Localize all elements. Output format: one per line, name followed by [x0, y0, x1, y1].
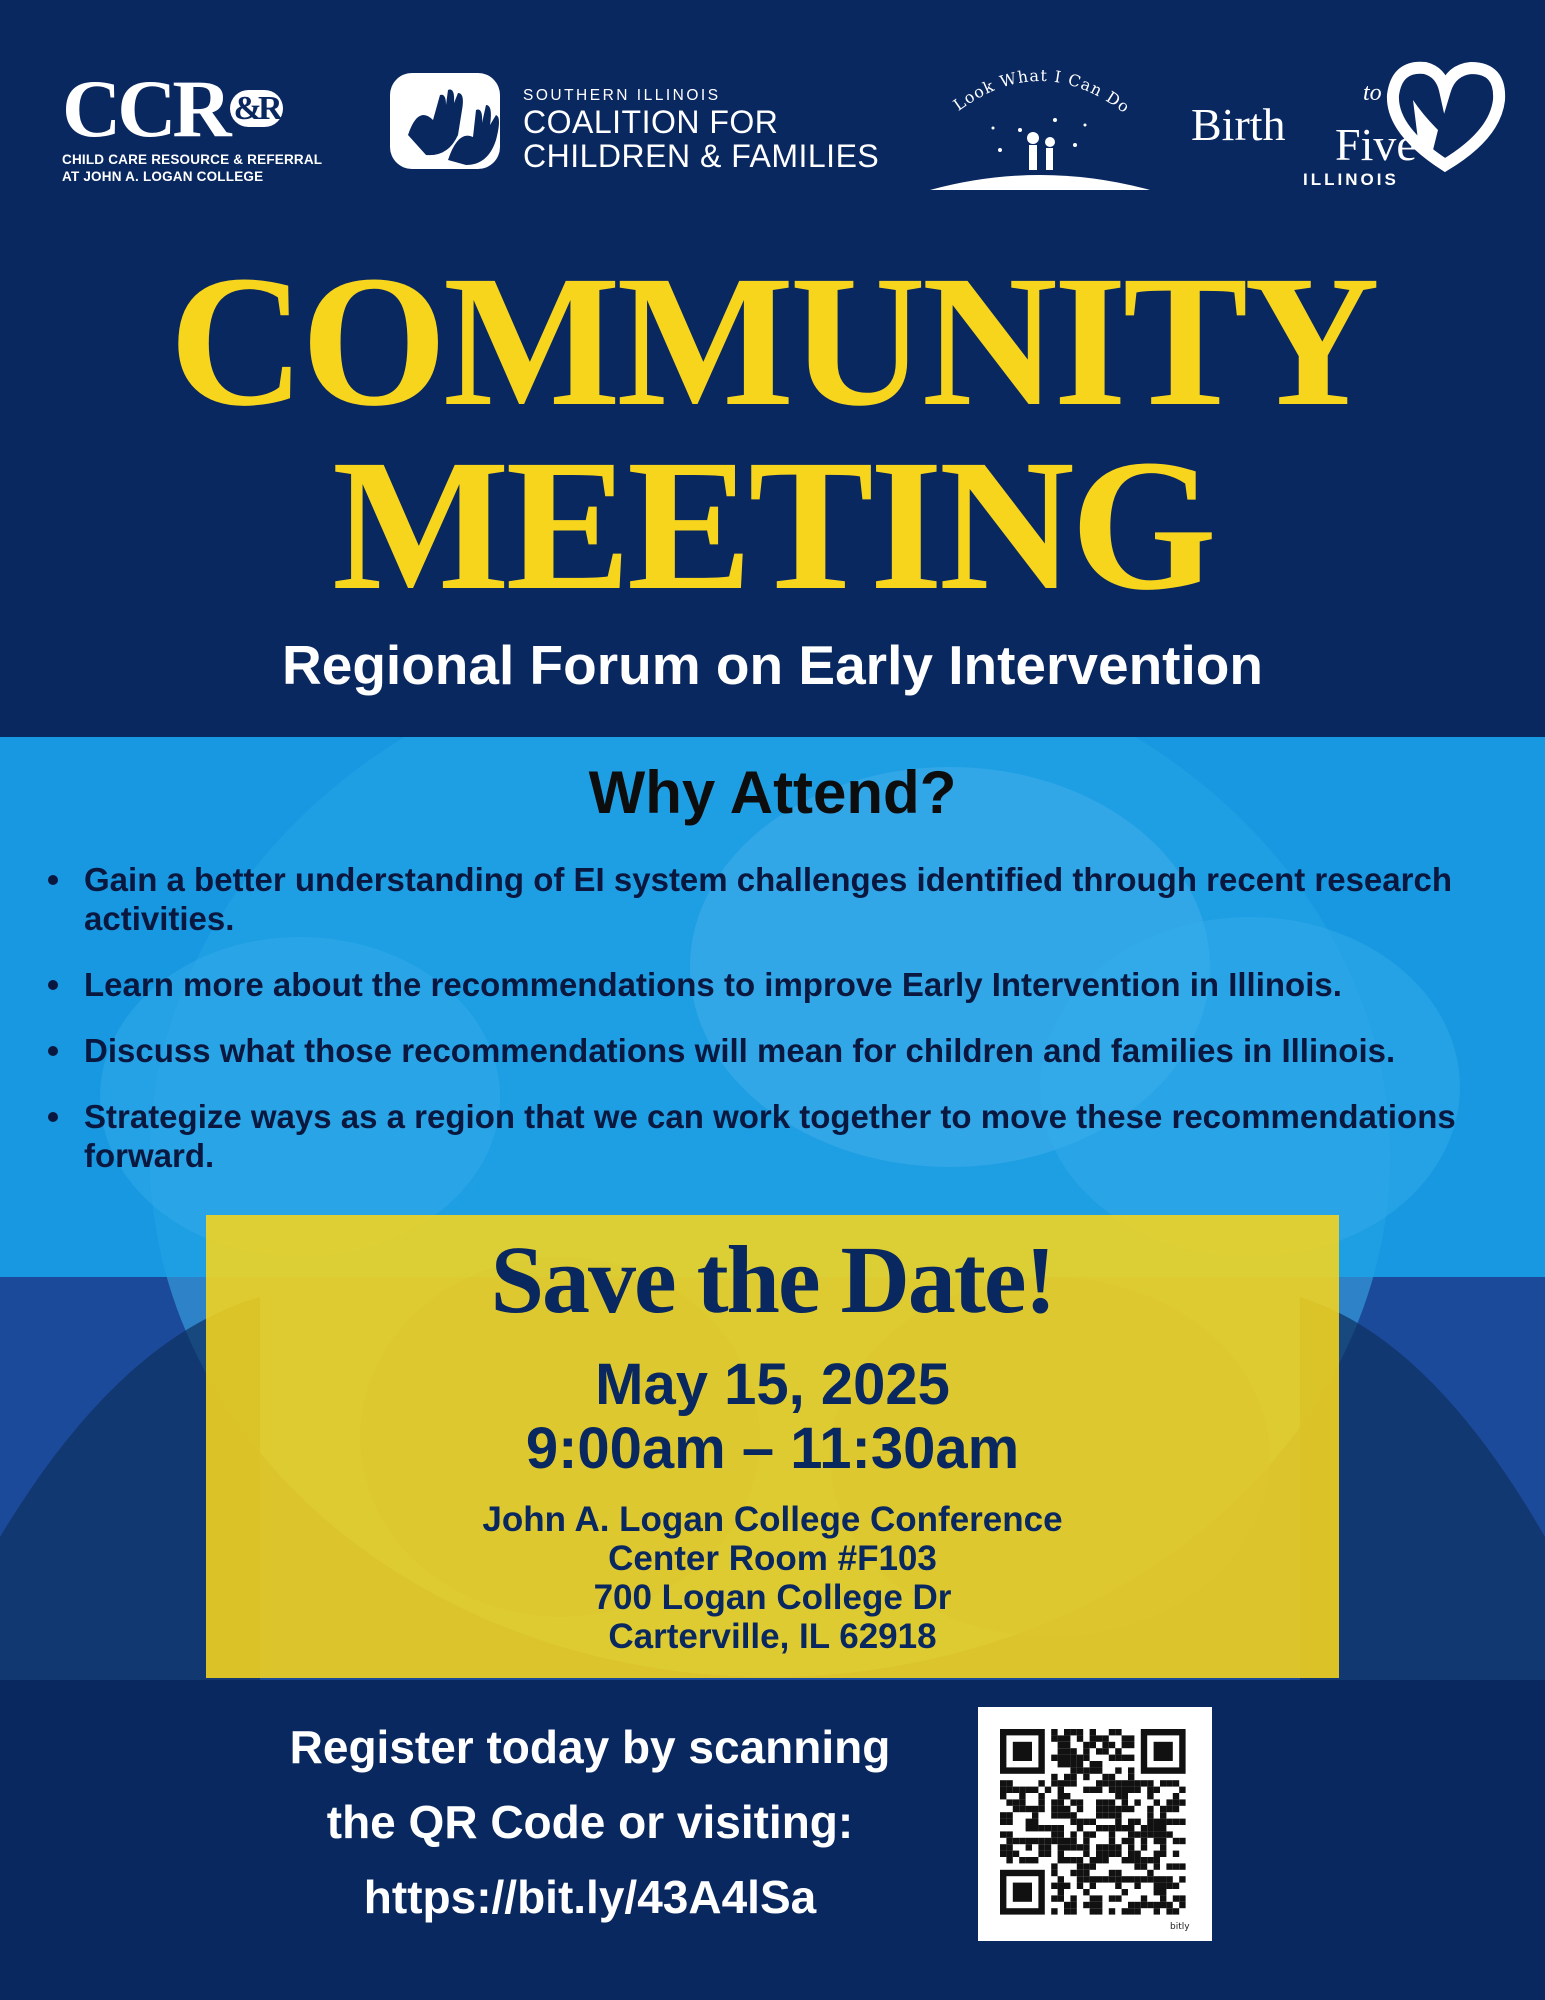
why-attend-heading: Why Attend?	[588, 759, 957, 826]
bullet-text: Gain a better understanding of EI system challenges identified through recent research activities.	[84, 861, 1452, 937]
b5-to: to	[1363, 80, 1382, 106]
save-the-date-title: Save the Date!	[490, 1226, 1055, 1333]
bullet-dot	[48, 875, 58, 885]
why-attend-list	[48, 860, 1528, 1202]
event-date: May 15, 2025	[595, 1352, 950, 1417]
list-item	[48, 965, 1528, 1004]
qr-brand: bitly	[1170, 1922, 1190, 1932]
bullet-text: Strategize ways as a region that we can work together to move these recommendations forward.	[84, 1098, 1456, 1174]
bullet-text: Discuss what those recommendations will mean for children and families in Illinois.	[84, 1032, 1396, 1069]
bullet-dot	[48, 980, 58, 990]
coalition-logo	[388, 65, 898, 195]
title-line1: COMMUNITY	[169, 236, 1376, 445]
register-url[interactable]: https://bit.ly/43A4lSa	[363, 1871, 817, 1923]
register-line1: Register today by scanning	[289, 1721, 891, 1773]
birth-to-five-logo	[1188, 60, 1508, 190]
ccrr-amp: &R	[230, 90, 283, 127]
location-line: John A. Logan College Conference	[482, 1500, 1063, 1539]
list-item	[48, 1031, 1528, 1070]
subtitle: Regional Forum on Early Intervention	[282, 634, 1263, 696]
ccrr-logo	[62, 63, 332, 198]
location-line: Center Room #F103	[608, 1539, 937, 1578]
b5-birth: Birth	[1191, 99, 1286, 150]
coalition-line1: COALITION FOR	[523, 104, 779, 140]
ccrr-line2: AT JOHN A. LOGAN COLLEGE	[62, 169, 264, 184]
coalition-line2: CHILDREN & FAMILIES	[523, 138, 880, 174]
look-what-i-can-do-logo	[925, 50, 1155, 200]
bullet-dot	[48, 1046, 58, 1056]
svg-text:Look What I Can Do: Look What I Can Do	[949, 65, 1134, 117]
bullet-text: Learn more about the recommendations to improve Early Intervention in Illinois.	[84, 966, 1342, 1003]
event-location	[206, 1500, 1339, 1656]
bullet-dot	[48, 1112, 58, 1122]
logo-bar	[0, 50, 1545, 210]
event-time: 9:00am – 11:30am	[525, 1416, 1020, 1481]
coalition-small: SOUTHERN ILLINOIS	[523, 87, 721, 104]
b5-five: Five	[1335, 119, 1417, 170]
location-line: 700 Logan College Dr	[593, 1578, 952, 1617]
title-line2: MEETING	[332, 420, 1213, 629]
qr-code[interactable]	[978, 1707, 1212, 1941]
list-item	[48, 1097, 1528, 1175]
b5-illinois: ILLINOIS	[1303, 170, 1399, 189]
location-line: Carterville, IL 62918	[608, 1617, 937, 1656]
qr-code-image	[978, 1707, 1212, 1941]
hands-icon	[388, 65, 510, 175]
coalition-text	[523, 87, 879, 173]
register-text	[200, 1710, 980, 1935]
heart-hand-icon	[1383, 60, 1508, 175]
ccrr-mark: CCR $^{\&R}$	[62, 68, 332, 150]
register-line2: the QR Code or visiting:	[326, 1796, 854, 1848]
list-item	[48, 860, 1528, 938]
ccrr-line1: CHILD CARE RESOURCE & REFERRAL	[62, 152, 323, 167]
